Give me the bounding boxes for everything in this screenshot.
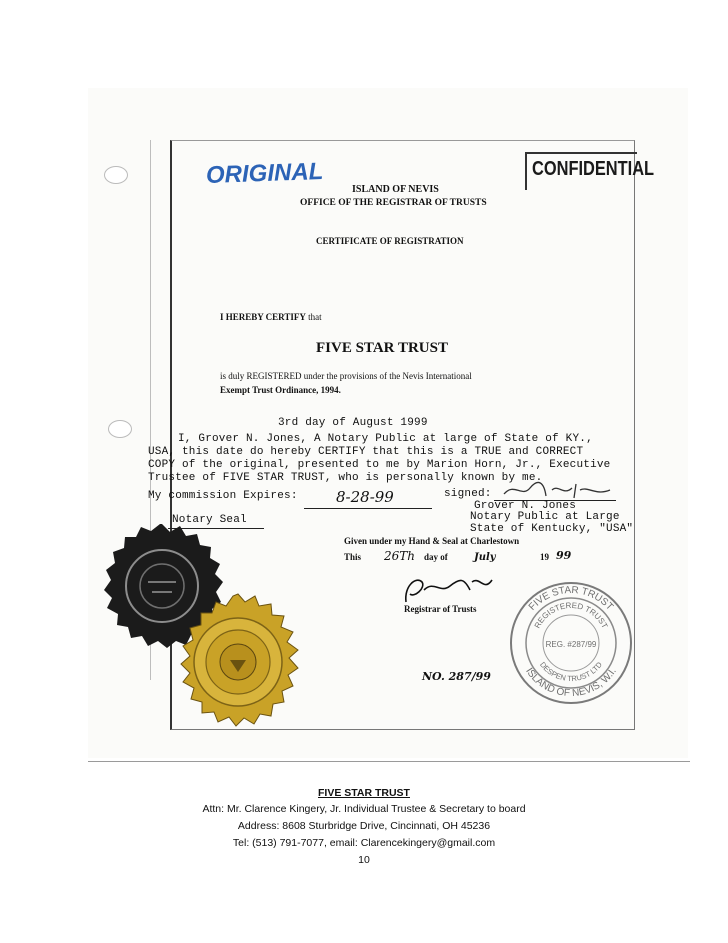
commission-label: My commission Expires: — [148, 490, 298, 502]
footer-attn: Attn: Mr. Clarence Kingery, Jr. Individual Trustee & Secretary to board — [202, 803, 526, 815]
footer-title: FIVE STAR TRUST — [318, 787, 410, 799]
footer-address: Address: 8608 Sturbridge Drive, Cincinnati, OH 45236 — [237, 820, 491, 832]
notary-title: Notary Public at Large — [470, 511, 620, 523]
year-prefix: 19 — [540, 552, 549, 562]
this-label: This — [344, 552, 362, 562]
notary-line-3: COPY of the original, presented to me by Marion Horn, Jr., Executive — [148, 459, 611, 471]
footer-divider — [88, 761, 690, 762]
notary-line-2: USA, this date do hereby CERTIFY that this is a TRUE and CORRECT — [148, 446, 584, 458]
gold-official-seal — [166, 592, 310, 732]
commission-date: 8-28-99 — [336, 488, 394, 506]
given-line: Given under my Hand & Seal at Charlestown — [344, 536, 520, 546]
certify-line — [220, 312, 322, 322]
footer-contact: Tel: (513) 791-7077, email: Clarencekingery@gmail.com — [232, 837, 496, 849]
year-value: 99 — [556, 549, 572, 562]
notary-name: Grover N. Jones — [474, 500, 577, 512]
stamp-outer-bottom: ISLAND OF NEVIS, W.I. — [523, 666, 619, 700]
date-line: 3rd day of August 1999 — [278, 417, 428, 429]
punch-hole — [104, 166, 128, 184]
notary-line-1: I, Grover N. Jones, A Notary Public at large of State of KY., — [178, 433, 593, 445]
month-value: July — [474, 552, 496, 563]
stamp-inner-bottom: DESPEN TRUST LTD — [538, 660, 604, 684]
notary-seal-label: Notary Seal — [172, 514, 247, 526]
island-heading: ISLAND OF NEVIS — [352, 184, 439, 195]
certify-suffix: that — [308, 312, 322, 322]
registrar-signature — [400, 572, 500, 608]
date-given-line — [344, 552, 361, 562]
registered-line-1: is duly REGISTERED under the provisions of the Nevis International — [220, 371, 472, 381]
stamp-reg-number: REG. #287/99 — [545, 640, 597, 649]
registered-line-2: Exempt Trust Ordinance, 1994. — [220, 385, 341, 395]
signed-label: signed: — [444, 488, 492, 500]
notary-state: State of Kentucky, "USA" — [470, 523, 634, 535]
office-heading: OFFICE OF THE REGISTRAR OF TRUSTS — [300, 198, 487, 208]
commission-date-line — [304, 508, 432, 509]
certify-prefix: I HEREBY CERTIFY — [220, 312, 306, 322]
registrar-label: Registrar of Trusts — [404, 604, 477, 614]
day-of-label: day of — [424, 552, 448, 562]
notary-line-4: Trustee of FIVE STAR TRUST, who is personally known by me. — [148, 472, 543, 484]
round-registry-stamp — [506, 578, 636, 708]
day-value: 26Th — [384, 549, 416, 563]
stamp-outer-top: FIVE STAR TRUST — [526, 584, 616, 613]
certificate-title: CERTIFICATE OF REGISTRATION — [316, 236, 464, 246]
registration-number: NO. 287/99 — [422, 670, 491, 683]
notary-signature — [500, 478, 618, 502]
original-stamp: ORIGINAL — [205, 157, 324, 190]
page-number: 10 — [358, 854, 370, 866]
trust-name: FIVE STAR TRUST — [316, 340, 448, 356]
stamp-inner-top: REGISTERED TRUST — [532, 600, 610, 630]
punch-hole — [108, 420, 132, 438]
confidential-stamp: CONFIDENTIAL — [532, 158, 655, 180]
